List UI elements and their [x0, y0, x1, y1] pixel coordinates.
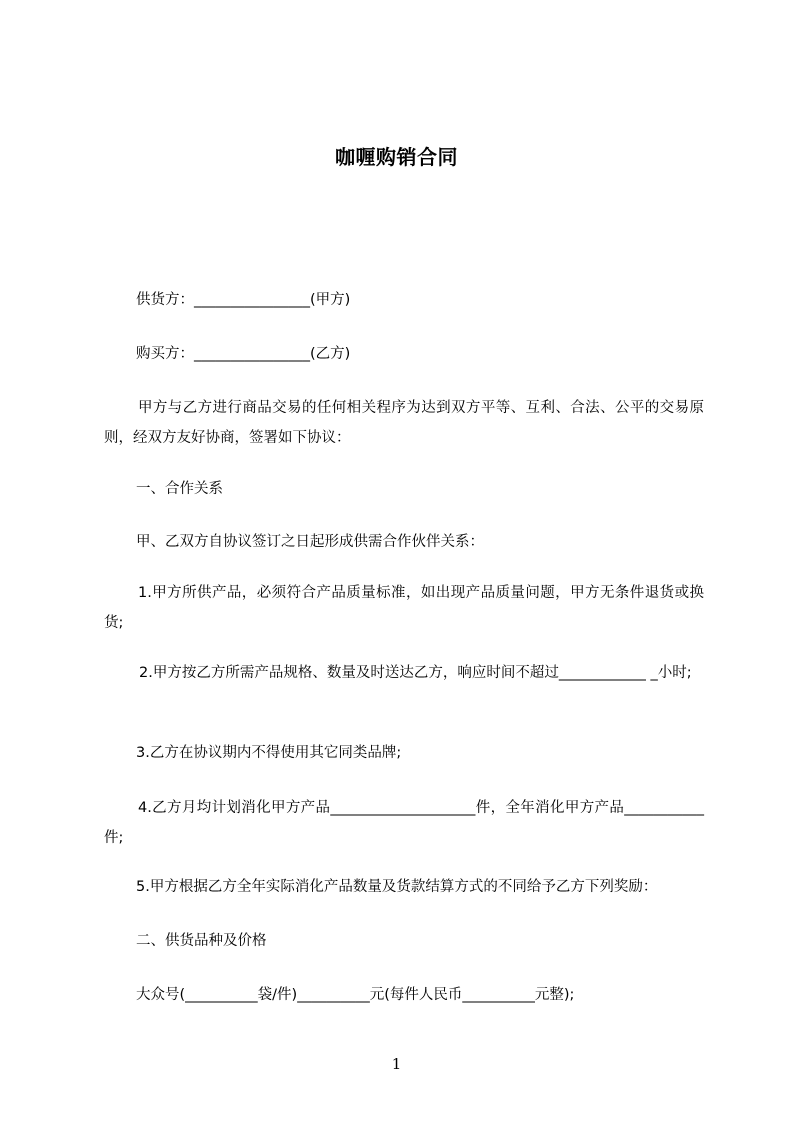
- clause-item-4: 4.乙方月均计划消化甲方产品____________________件，全年消化甲方产品___________件;: [104, 800, 704, 846]
- clause-item-1: 1.甲方所供产品，必须符合产品质量标准，如出现产品质量问题，甲方无条件退货或换货;: [104, 585, 704, 631]
- pricing-line: 大众号(__________袋/件)__________元(每件人民币__________元整);: [136, 987, 575, 1003]
- page-number: 1: [391, 1055, 402, 1073]
- section-heading-products-pricing: 二、供货品种及价格: [136, 933, 267, 949]
- buyer-line: 购买方：________________(乙方): [136, 346, 351, 362]
- supplier-line: 供货方：________________(甲方): [136, 292, 351, 308]
- clause-item-2: 2.甲方按乙方所需产品规格、数量及时送达乙方，响应时间不超过____________ _小时;: [139, 665, 692, 681]
- clause-item-5: 5.甲方根据乙方全年实际消化产品数量及货款结算方式的不同给予乙方下列奖励：: [136, 879, 658, 895]
- intro-paragraph: 甲方与乙方进行商品交易的任何相关程序为达到双方平等、互利、合法、公平的交易原则，经双方友好协商，签署如下协议：: [104, 400, 704, 446]
- clause-item-3: 3.乙方在协议期内不得使用其它同类品牌;: [136, 745, 402, 761]
- document-title: 咖喱购销合同: [335, 145, 458, 169]
- section-heading-cooperation: 一、合作关系: [136, 481, 223, 497]
- partnership-paragraph: 甲、乙双方自协议签订之日起形成供需合作伙伴关系：: [136, 534, 484, 550]
